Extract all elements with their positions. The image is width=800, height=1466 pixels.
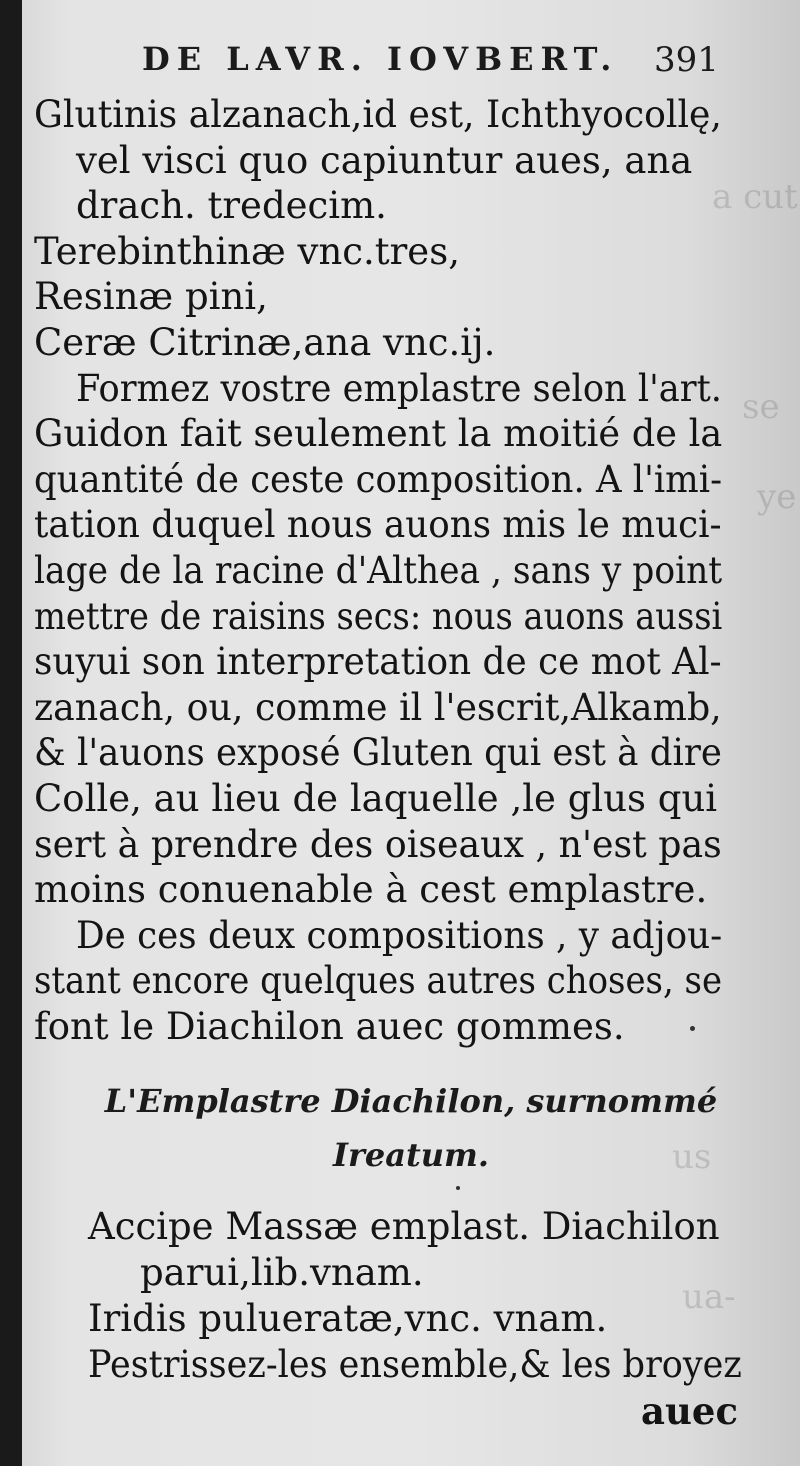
page-header (22, 36, 800, 86)
text-line: Resinæ pini, (34, 275, 268, 319)
recipe-line: Accipe Massæ emplast. Diachilon (88, 1205, 720, 1248)
recipe-line: Iridis pulueratæ,vnc. vnam. (88, 1297, 608, 1340)
section-heading-line-2: Ireatum. (333, 1136, 489, 1174)
text-line: & l'auons exposé Gluten qui est à dire (34, 731, 722, 775)
text-line: tation duquel nous auons mis le muci- (34, 503, 722, 547)
book-page (22, 0, 800, 1466)
page-number: 391 (654, 40, 719, 80)
text-line: Glutinis alzanach,id est, Ichthyocollę, (34, 93, 722, 136)
text-line: Formez vostre emplastre selon l'art. (76, 366, 722, 410)
show-through-text: a cut (712, 177, 798, 217)
show-through-text: ua- (682, 1277, 736, 1317)
text-line: moins conuenable à cest emplastre. (34, 868, 708, 912)
text-line: zanach, ou, comme il l'escrit,Alkamb, (34, 685, 722, 729)
ink-speck (456, 1186, 460, 1190)
show-through-text: ye (757, 477, 797, 517)
text-line: lage de la racine d'Althea , sans y point (34, 548, 723, 592)
recipe-line: parui,lib.vnam. (140, 1251, 424, 1294)
text-line: vel visci quo capiuntur aues, ana (76, 138, 693, 182)
text-line: suyui son interpretation de ce mot Al- (34, 640, 722, 684)
text-line: drach. tredecim. (76, 184, 387, 228)
recipe-block (22, 1204, 742, 1434)
text-line: quantité de ceste composition. A l'imi- (34, 457, 723, 501)
ink-speck (690, 1026, 695, 1031)
catchword: auec (641, 1389, 738, 1433)
recipe-line: Pestrissez-les ensemble,& les broyez (88, 1343, 742, 1386)
section-heading-line-1: L'Emplastre Diachilon, surnommé (104, 1082, 718, 1120)
text-line: Guidon fait seulement la moitié de la (34, 412, 723, 456)
text-line: sert à prendre des oiseaux , n'est pas (34, 822, 722, 866)
text-line: font le Diachilon auec gommes. (34, 1004, 625, 1048)
text-line: Terebinthinæ vnc.tres, (34, 229, 460, 273)
text-line: stant encore quelques autres choses, se (34, 959, 723, 1003)
text-line: Ceræ Citrinæ,ana vnc.ij. (34, 320, 496, 364)
text-line: De ces deux compositions , y adjou- (76, 913, 723, 957)
body-text (22, 92, 722, 1049)
show-through-text: us (672, 1137, 712, 1177)
text-line: Colle, au lieu de laquelle ,le glus qui (34, 776, 718, 820)
show-through-text: se (742, 387, 780, 427)
text-line: mettre de raisins secs: nous auons aussi (34, 594, 723, 638)
running-head: DE LAVR. IOVBERT. (142, 40, 619, 78)
